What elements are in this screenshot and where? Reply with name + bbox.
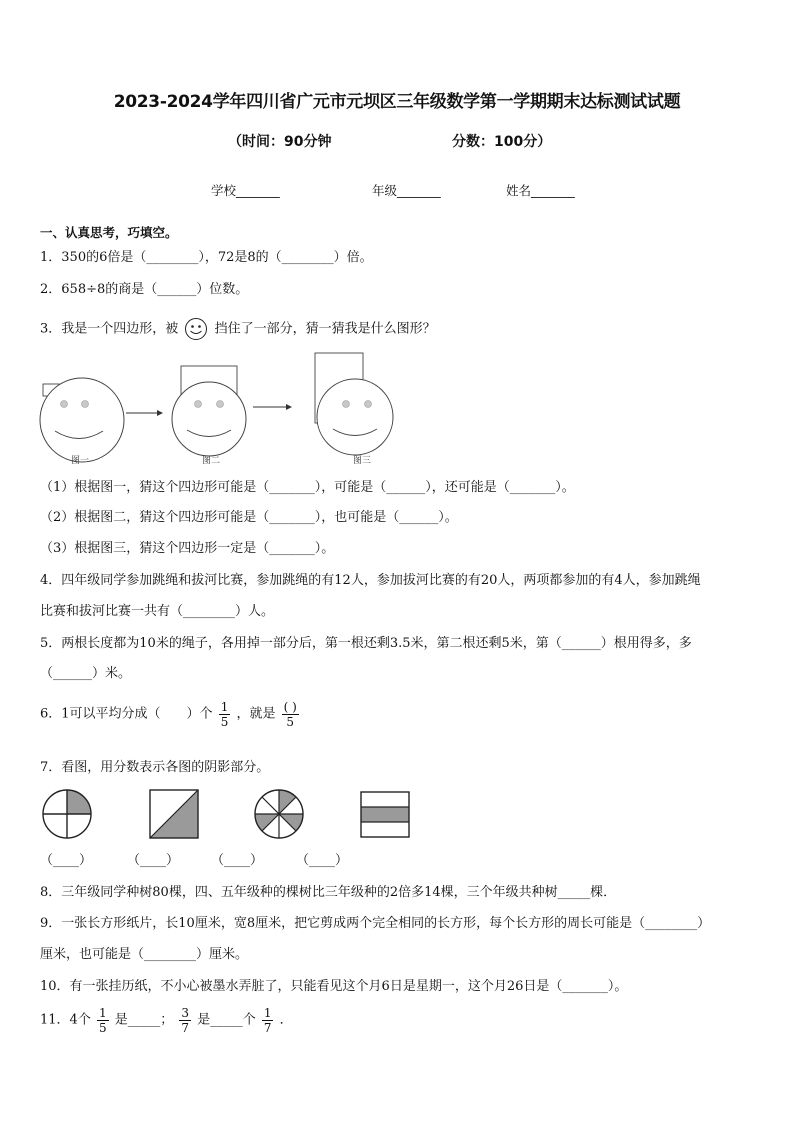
question-3-text-b: 挡住了一部分，猜一猜我是什么图形？ [214,321,436,337]
answer-blank-2[interactable]: （____） [127,853,180,868]
question-5-line-1: 5．两根长度都为10米的绳子，各用掉一部分后，第一根还剩3.5米，第二根还剩5米，第（______）根用得多，多 [40,636,692,651]
figures-row [35,350,415,465]
question-8: 8．三年级同学种树80棵，四、五年级种的棵树比三年级种的2倍多14棵，三个年级共种树_____棵． [40,885,617,900]
question-1: 1．350的6倍是（________），72是8的（________）倍。 [40,250,373,265]
fraction-denominator: 5 [286,715,295,729]
question-6 [40,700,301,729]
name-field[interactable]: 姓名_______ [506,183,575,198]
smiley-face-icon [184,317,208,341]
fraction-shapes [38,786,418,842]
question-4-line-2: 比赛和拔河比赛一共有（________）人。 [40,604,275,619]
figure-3 [315,353,393,455]
fraction-one-fifth [219,700,231,729]
figure-2 [172,366,246,456]
fraction-one-fifth [97,1006,109,1035]
fraction-denominator: 7 [263,1021,272,1035]
exam-score: 分数：100分） [452,134,552,150]
figure-3-face [317,379,393,455]
fraction-numerator: 1 [98,1006,107,1020]
answer-blank-4[interactable]: （____） [296,853,349,868]
fraction-numerator: 1 [263,1006,272,1020]
answer-blank-1[interactable]: （____） [40,853,93,868]
figure-2-face [172,382,246,456]
question-6-text-a: 6．1可以平均分成（ ）个 [40,706,213,722]
school-field[interactable]: 学校_______ [211,183,280,198]
figure-3-caption: 图三 [353,456,372,466]
shape-square-diagonal [150,790,198,838]
question-3 [40,317,436,341]
grade-field[interactable]: 年级_______ [372,183,441,198]
fraction-numerator: ( ) [283,700,297,714]
shape-circle-eighths [255,790,303,838]
question-11-text-a: 11．4个 [40,1012,91,1028]
figure-1-face [40,378,124,462]
shape-rectangle-thirds [361,792,409,837]
question-10: 10．有一张挂历纸，不小心被墨水弄脏了，只能看见这个月6日是星期一，这个月26日是（_______）。 [40,979,628,994]
question-3-2: （2）根据图二，猜这个四边形可能是（_______），也可能是（______）。 [40,510,458,525]
fraction-denominator: 7 [181,1021,190,1035]
figure-1-caption: 图一 [71,456,90,466]
figure-1 [40,378,124,462]
question-9-line-2: 厘米，也可能是（________）厘米。 [40,947,249,962]
question-6-text-b: ，就是 [236,706,276,722]
question-4-line-1: 4．四年级同学参加跳绳和拔河比赛，参加跳绳的有12人，参加拔河比赛的有20人，两项都参加的有4人，参加跳绳 [40,573,701,588]
fraction-denominator: 5 [220,715,229,729]
question-11 [40,1006,293,1035]
question-5-line-2: （______）米。 [40,666,132,681]
question-7: 7．看图，用分数表示各图的阴影部分。 [40,760,270,775]
fraction-blank-over-five [282,700,299,729]
figure-2-caption: 图二 [202,456,221,466]
fraction-one-seventh [262,1006,274,1035]
question-11-text-c: 是_____个 [197,1012,256,1028]
shape-circle-quarters [43,790,91,838]
question-2: 2．658÷8的商是（______）位数。 [40,282,249,297]
fraction-numerator: 3 [181,1006,190,1020]
section-heading: 一、认真思考，巧填空。 [40,225,178,240]
question-3-text-a: 3．我是一个四边形，被 [40,321,179,337]
fraction-numerator: 1 [220,700,229,714]
question-3-1: （1）根据图一，猜这个四边形可能是（_______），可能是（______），还可能是（_______）。 [40,480,575,495]
fraction-denominator: 5 [98,1021,107,1035]
answer-blank-3[interactable]: （____） [211,853,264,868]
question-11-text-d: ． [279,1012,293,1028]
page-title: 2023-2024学年四川省广元市元坝区三年级数学第一学期期末达标测试试题 [113,92,681,112]
exam-time: （时间：90分钟 [228,134,332,150]
question-9-line-1: 9．一张长方形纸片，长10厘米，宽8厘米，把它剪成两个完全相同的长方形，每个长方形的周长可能是（________） [40,916,711,931]
question-11-text-b: 是_____； [114,1012,174,1028]
question-3-3: （3）根据图三，猜这个四边形一定是（_______）。 [40,541,335,556]
fraction-three-sevenths [179,1006,191,1035]
